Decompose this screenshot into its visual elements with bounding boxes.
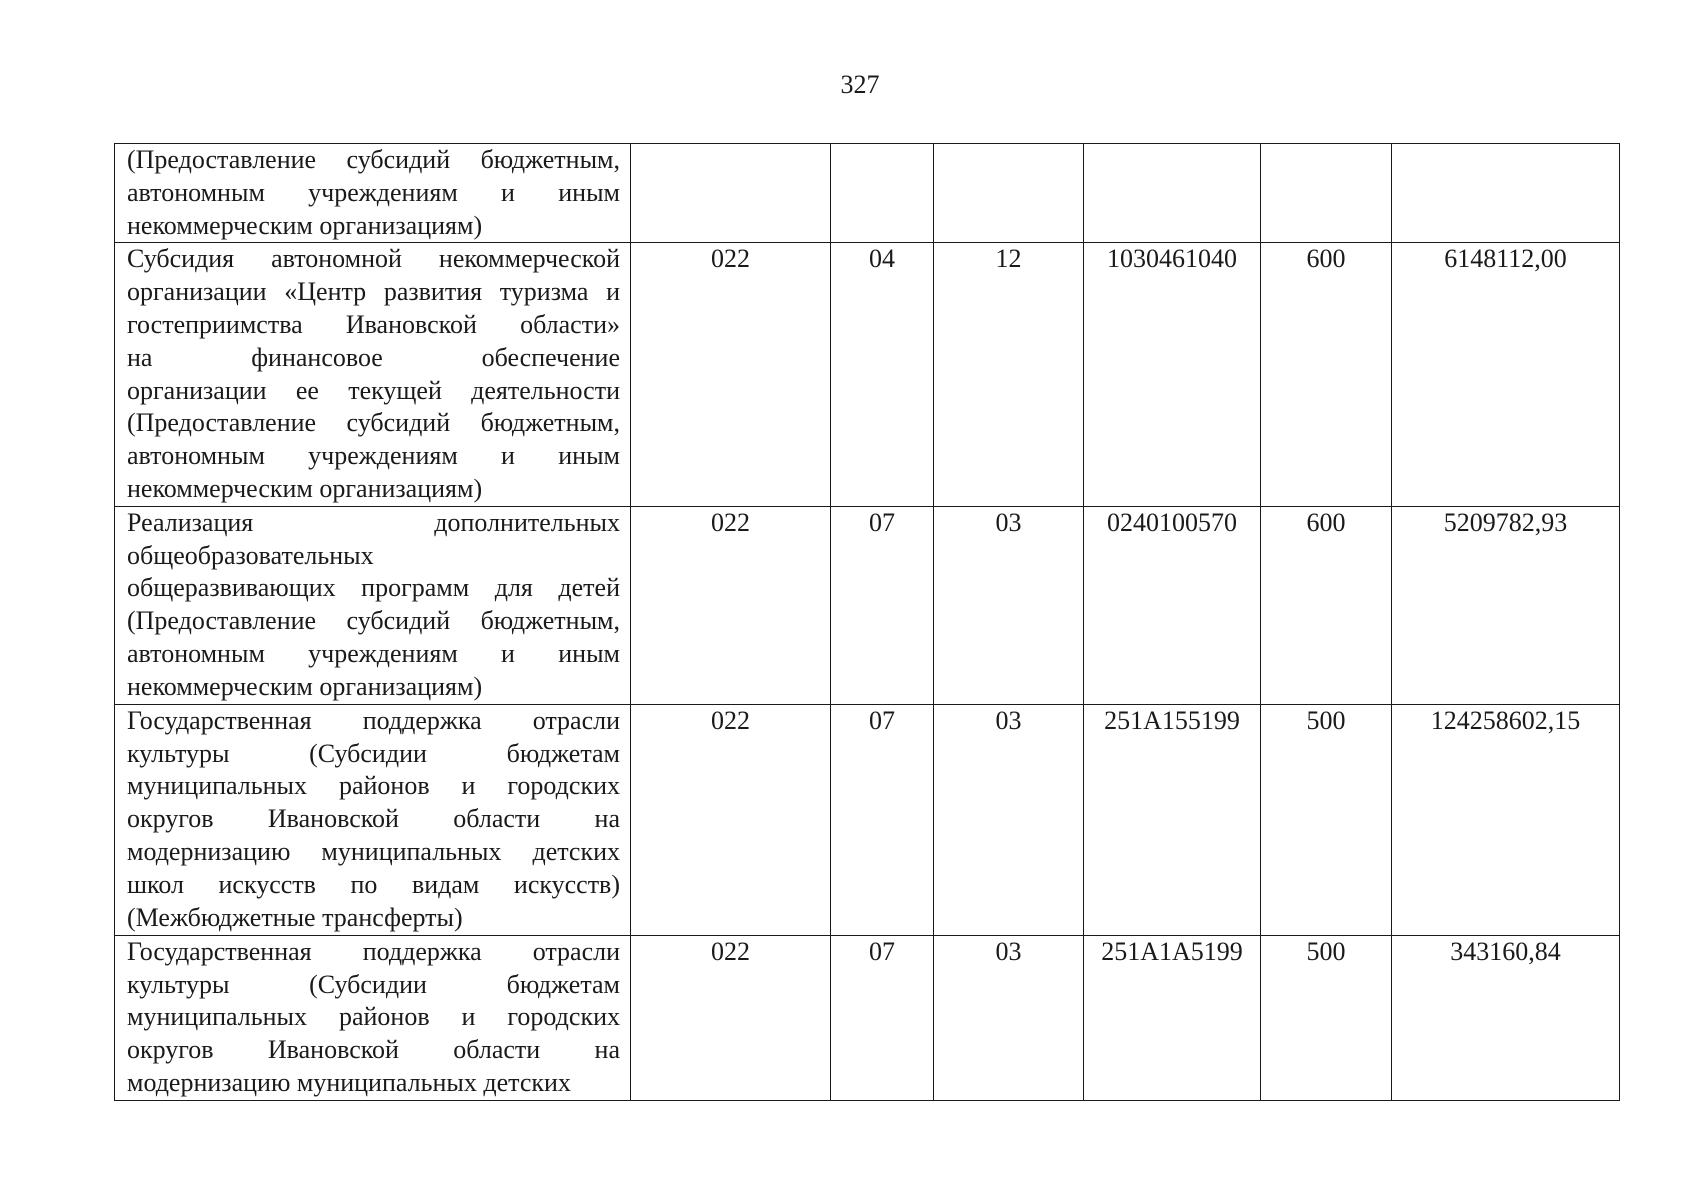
description-line: на финансовое обеспечение [127,342,620,372]
section-code-cell: 07 [831,704,934,935]
table-row [115,243,1620,506]
description-line: Государственная поддержка отрасли [127,936,620,966]
subsection-code-cell: 03 [934,506,1084,704]
description-cell [115,144,631,243]
expense-type-cell [1261,144,1392,243]
page-number: 327 [840,70,880,99]
subsection-code-cell [934,144,1084,243]
description-line: культуры (Субсидии бюджетам [127,738,620,768]
description-line: организации «Центр развития туризма и [127,277,620,307]
section-code-cell [831,144,934,243]
subsection-code-cell: 12 [934,243,1084,506]
description-line: гостеприимства Ивановской области» [127,309,620,339]
description-line: модернизацию муниципальных детских [127,836,620,866]
description-line: автономным учреждениям и иным [127,177,620,207]
expense-type-cell: 500 [1261,704,1392,935]
description-cell [115,935,631,1100]
description-cell [115,243,631,506]
description-line: общеобразовательных [127,540,374,570]
description-line: автономным учреждениям и иным [127,441,620,471]
ministry-code-cell: 022 [631,704,831,935]
ministry-code-cell [631,144,831,243]
description-line: общеразвивающих программ для детей [127,573,620,603]
description-line: некоммерческим организациям) [127,210,483,240]
description-line: округов Ивановской области на [127,804,620,834]
description-line: модернизацию муниципальных детских [127,1067,571,1097]
description-line: (Предоставление субсидий бюджетным, [127,145,620,174]
target-article-cell: 251A1A5199 [1084,935,1261,1100]
section-code-cell: 04 [831,243,934,506]
amount-cell: 6148112,00 [1392,243,1620,506]
target-article-cell: 0240100570 [1084,506,1261,704]
table-row [115,144,1620,243]
target-article-cell: 1030461040 [1084,243,1261,506]
description-line: Государственная поддержка отрасли [127,705,620,735]
description-line: организации ее текущей деятельности [127,375,620,405]
description-line: школ искусств по видам искусств) [127,869,620,899]
description-line: округов Ивановской области на [127,1035,620,1065]
description-line: автономным учреждениям и иным [127,638,620,668]
description-line: муниципальных районов и городских [127,771,620,801]
table-row [115,935,1620,1100]
amount-cell [1392,144,1620,243]
amount-cell: 124258602,15 [1392,704,1620,935]
subsection-code-cell: 03 [934,704,1084,935]
description-line: муниципальных районов и городских [127,1002,620,1032]
description-line: некоммерческим организациям) [127,671,483,701]
amount-cell: 343160,84 [1392,935,1620,1100]
description-cell [115,506,631,704]
expense-type-cell: 600 [1261,506,1392,704]
description-line: (Межбюджетные трансферты) [127,902,463,932]
description-line: культуры (Субсидии бюджетам [127,969,620,999]
description-line: Субсидия автономной некоммерческой [127,244,620,274]
section-code-cell: 07 [831,506,934,704]
expense-type-cell: 600 [1261,243,1392,506]
description-line: (Предоставление субсидий бюджетным, [127,606,620,636]
table-row [115,506,1620,704]
section-code-cell: 07 [831,935,934,1100]
description-cell [115,704,631,935]
subsection-code-cell: 03 [934,935,1084,1100]
amount-cell: 5209782,93 [1392,506,1620,704]
ministry-code-cell: 022 [631,506,831,704]
target-article-cell: 251A155199 [1084,704,1261,935]
table-row [115,704,1620,935]
ministry-code-cell: 022 [631,935,831,1100]
ministry-code-cell: 022 [631,243,831,506]
budget-table [114,143,1620,1101]
description-line: (Предоставление субсидий бюджетным, [127,408,620,438]
target-article-cell [1084,144,1261,243]
table-body [115,144,1620,1101]
expense-type-cell: 500 [1261,935,1392,1100]
description-line: Реализация дополнительных [127,507,620,537]
description-line: некоммерческим организациям) [127,473,483,503]
